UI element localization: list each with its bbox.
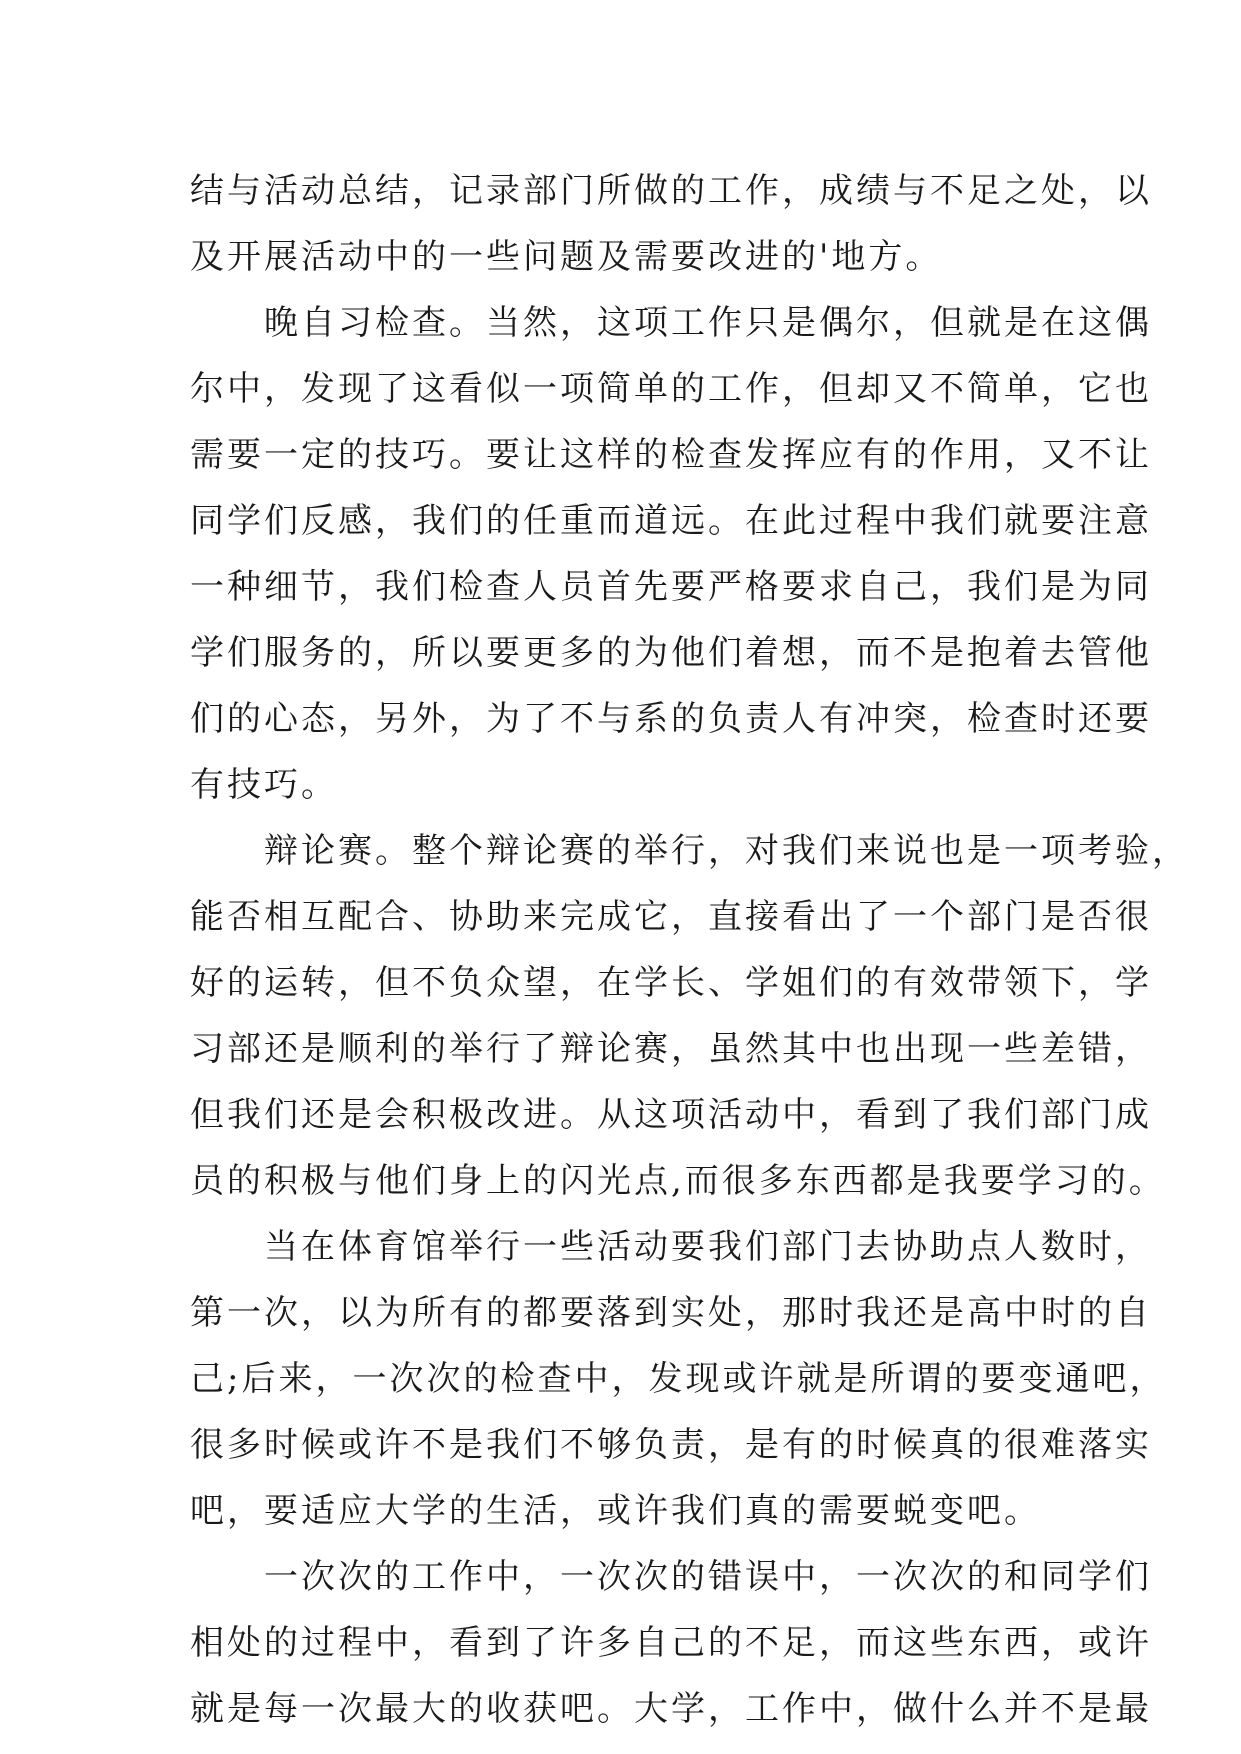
text-line: 很多时候或许不是我们不够负责，是有的时候真的很难落实 <box>190 1425 1152 1465</box>
text-line: 结与活动总结，记录部门所做的工作，成绩与不足之处，以 <box>190 171 1152 211</box>
text-line: 一种细节，我们检查人员首先要严格要求自己，我们是为同 <box>190 567 1152 607</box>
text-line: 好的运转，但不负众望，在学长、学姐们的有效带领下，学 <box>190 963 1152 1003</box>
text-line: 尔中，发现了这看似一项简单的工作，但却又不简单，它也 <box>190 369 1152 409</box>
text-line: 吧，要适应大学的生活，或许我们真的需要蜕变吧。 <box>190 1491 1041 1531</box>
paragraph-first-line: 辩论赛。整个辩论赛的举行，对我们来说也是一项考验， <box>190 831 1189 871</box>
document-body <box>190 158 1189 1742</box>
text-line: 能否相互配合、协助来完成它，直接看出了一个部门是否很 <box>190 897 1152 937</box>
text-line: 同学们反感，我们的任重而道远。在此过程中我们就要注意 <box>190 501 1152 541</box>
text-line: 们的心态，另外，为了不与系的负责人有冲突，检查时还要 <box>190 699 1152 739</box>
text-line: 需要一定的技巧。要让这样的检查发挥应有的作用，又不让 <box>190 435 1152 475</box>
text-line: 相处的过程中，看到了许多自己的不足，而这些东西，或许 <box>190 1623 1152 1663</box>
text-line: 己;后来，一次次的检查中，发现或许就是所谓的要变通吧， <box>190 1359 1167 1399</box>
text-line: 学们服务的，所以要更多的为他们着想，而不是抱着去管他 <box>190 633 1152 673</box>
text-line: 就是每一次最大的收获吧。大学，工作中，做什么并不是最 <box>190 1689 1152 1729</box>
text-line: 但我们还是会积极改进。从这项活动中，看到了我们部门成 <box>190 1095 1152 1135</box>
paragraph-first-line: 一次次的工作中，一次次的错误中，一次次的和同学们 <box>190 1557 1152 1597</box>
paragraph-first-line: 当在体育馆举行一些活动要我们部门去协助点人数时， <box>190 1227 1152 1267</box>
text-line: 第一次，以为所有的都要落到实处，那时我还是高中时的自 <box>190 1293 1152 1333</box>
text-line: 员的积极与他们身上的闪光点,而很多东西都是我要学习的。 <box>190 1161 1166 1201</box>
text-line: 有技巧。 <box>190 765 338 805</box>
text-line: 习部还是顺利的举行了辩论赛，虽然其中也出现一些差错， <box>190 1029 1152 1069</box>
text-line: 及开展活动中的一些问题及需要改进的'地方。 <box>190 237 943 277</box>
paragraph-first-line: 晚自习检查。当然，这项工作只是偶尔，但就是在这偶 <box>190 303 1152 343</box>
